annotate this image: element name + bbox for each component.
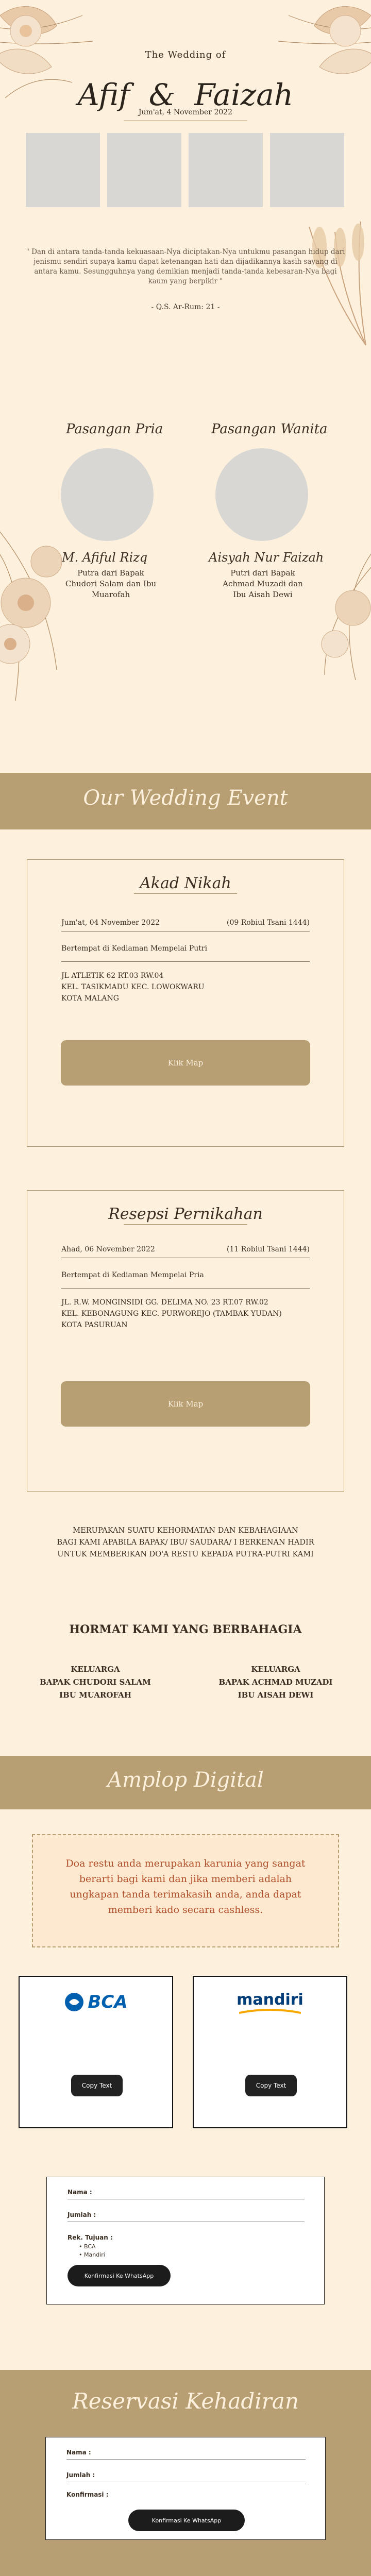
event-date: Ahad, 06 November 2022 xyxy=(61,1245,155,1253)
quran-verse: " Dan di antara tanda-tanda kekuasaan-Nya diciptakan-Nya untukmu pasangan hidup dari jenismu sendiri supaya kamu dapat ketenangan hati dan dijadikannya kasih sayang di antara kamu. Sesungguhnya yang demikian menjadi tanda-tanda kebesaran-Nya bagi kaum yang berpikir " xyxy=(26,248,345,285)
bca-card xyxy=(19,1976,173,2128)
groom-parents-line: Putra dari Bapak xyxy=(77,568,144,578)
whatsapp-confirm-button[interactable]: Konfirmasi Ke WhatsApp xyxy=(128,2510,245,2531)
rsvp-form xyxy=(45,2437,326,2540)
card-title: Resepsi Pernikahan xyxy=(108,1205,263,1223)
bride-parents-line: Achmad Muzadi dan xyxy=(223,579,303,588)
groom-parents xyxy=(54,568,167,600)
closing-heading: HORMAT KAMI YANG BERBAHAGIA xyxy=(69,1623,302,1636)
address-line: JL ATLETIK 62 RT.03 RW.04 xyxy=(61,972,164,980)
event-section-header xyxy=(0,773,371,829)
count-label: Jumlah : xyxy=(66,2471,95,2479)
small-title: The Wedding of xyxy=(145,49,226,60)
amplop-message: Doa restu anda merupakan karunia yang sangat berarti bagi kami dan jika memberi adalah ungkapan tanda terimakasih anda, anda dapat memberi kado secara cashless. xyxy=(65,1858,306,1916)
photo-gallery xyxy=(26,133,345,207)
groom-family xyxy=(31,1663,160,1702)
mandiri-wave-icon xyxy=(239,2009,301,2014)
couple-names xyxy=(0,77,371,112)
bank-option-mandiri[interactable]: • Mandiri xyxy=(79,2251,105,2258)
bride-short-name: Faizah xyxy=(194,77,294,112)
mandiri-logo xyxy=(199,1984,341,2020)
name-label: Nama : xyxy=(68,2189,92,2196)
resepsi-card xyxy=(27,1190,344,1492)
groom-short-name: Afif xyxy=(77,77,130,112)
whatsapp-confirm-button[interactable]: Konfirmasi Ke WhatsApp xyxy=(68,2265,171,2286)
honor-line: UNTUK MEMBERIKAN DO'A RESTU KEPADA PUTRA-PUTRI KAMI xyxy=(57,1550,314,1558)
address-line: KEL. TASIKMADU KEC. LOWOKWARU xyxy=(61,983,205,991)
map-button[interactable]: Klik Map xyxy=(61,1381,310,1427)
family-line: BAPAK CHUDORI SALAM xyxy=(40,1677,151,1687)
groom-role-label: Pasangan Pria xyxy=(66,421,163,437)
family-line: IBU AISAH DEWI xyxy=(238,1690,314,1700)
bride-family xyxy=(211,1663,340,1702)
amplop-section-header xyxy=(0,1756,371,1809)
gallery-photo[interactable] xyxy=(107,133,181,207)
bank-logo-text: BCA xyxy=(88,1992,128,2012)
gift-confirmation-form xyxy=(46,2177,325,2304)
bca-logo xyxy=(25,1984,167,2020)
mandiri-card xyxy=(193,1976,347,2128)
divider xyxy=(61,1288,310,1289)
hero-section xyxy=(0,0,371,381)
event-address xyxy=(61,1297,310,1331)
bride-full-name: Aisyah Nur Faizah xyxy=(209,550,324,565)
address-line: KOTA MALANG xyxy=(61,994,119,1003)
bride-photo xyxy=(215,448,308,541)
divider xyxy=(61,961,310,962)
gallery-photo[interactable] xyxy=(26,133,100,207)
honor-line: BAGI KAMI APABILA BAPAK/ IBU/ SAUDARA/ I BERKENAN HADIR xyxy=(57,1538,314,1547)
event-date: Jum'at, 04 November 2022 xyxy=(61,919,160,927)
amplop-message-box xyxy=(32,1834,339,1947)
gallery-photo[interactable] xyxy=(270,133,344,207)
bank-option-bca[interactable]: • BCA xyxy=(79,2243,96,2250)
groom-full-name: M. Afiful Rizq xyxy=(62,550,148,565)
event-place: Bertempat di Kediaman Mempelai Pria xyxy=(61,1271,204,1279)
name-label: Nama : xyxy=(66,2449,91,2456)
flower-decoration-icon xyxy=(0,515,88,711)
event-date-row xyxy=(61,1245,310,1253)
bride-parents-line: Ibu Aisah Dewi xyxy=(233,590,293,599)
event-place: Bertempat di Kediaman Mempelai Putri xyxy=(61,944,208,953)
verse-source: - Q.S. Ar-Rum: 21 - xyxy=(151,303,220,311)
amount-label: Jumlah : xyxy=(68,2211,96,2218)
groom-photo xyxy=(61,448,154,541)
family-line: KELUARGA xyxy=(71,1665,120,1674)
bride-parents xyxy=(206,568,319,600)
divider xyxy=(124,1224,247,1225)
event-hijri-date: (11 Robiul Tsani 1444) xyxy=(227,1245,310,1253)
bride-parents-line: Putri dari Bapak xyxy=(230,568,295,578)
couple-section xyxy=(0,407,371,716)
section-title: Our Wedding Event xyxy=(83,786,288,810)
destination-label: Rek. Tujuan : xyxy=(68,2234,113,2241)
section-title: Amplop Digital xyxy=(107,1768,264,1792)
confirm-label: Konfirmasi : xyxy=(66,2491,109,2498)
event-date-row xyxy=(61,919,310,927)
address-line: KOTA PASURUAN xyxy=(61,1321,128,1329)
name-input[interactable] xyxy=(66,2459,306,2460)
bride-role-label: Pasangan Wanita xyxy=(211,421,328,437)
wedding-date: Jum'at, 4 November 2022 xyxy=(138,108,233,116)
ampersand: & xyxy=(148,77,176,112)
event-address xyxy=(61,970,310,1004)
bank-option-label: Mandiri xyxy=(84,2251,105,2258)
section-title: Reservasi Kehadiran xyxy=(72,2388,299,2414)
honor-message xyxy=(52,1525,319,1561)
divider xyxy=(134,893,237,894)
address-line: KEL. KEBONAGUNG KEC. PURWOREJO (TAMBAK YUDAN) xyxy=(61,1310,282,1318)
family-line: KELUARGA xyxy=(251,1665,300,1674)
family-line: IBU MUAROFAH xyxy=(59,1690,131,1700)
card-title: Akad Nikah xyxy=(140,874,231,892)
copy-account-button[interactable]: Copy Text xyxy=(245,2075,297,2096)
copy-account-button[interactable]: Copy Text xyxy=(71,2075,123,2096)
groom-parents-line: Muarofah xyxy=(91,590,130,599)
gallery-photo[interactable] xyxy=(189,133,263,207)
honor-line: MERUPAKAN SUATU KEHORMATAN DAN KEBAHAGIAAN xyxy=(73,1527,298,1535)
event-location xyxy=(61,943,310,954)
event-hijri-date: (09 Robiul Tsani 1444) xyxy=(227,919,310,927)
map-button[interactable]: Klik Map xyxy=(61,1040,310,1086)
bank-option-label: BCA xyxy=(84,2243,96,2250)
event-location xyxy=(61,1269,310,1281)
address-line: JL. R.W. MONGINSIDI GG. DELIMA NO. 23 RT.07 RW.02 xyxy=(61,1298,268,1307)
akad-card xyxy=(27,859,344,1147)
family-line: BAPAK ACHMAD MUZADI xyxy=(218,1677,333,1687)
groom-parents-line: Chudori Salam dan Ibu xyxy=(65,579,157,588)
bank-logo-text: mandiri xyxy=(237,1990,303,2009)
bca-logo-icon xyxy=(64,1992,85,2012)
